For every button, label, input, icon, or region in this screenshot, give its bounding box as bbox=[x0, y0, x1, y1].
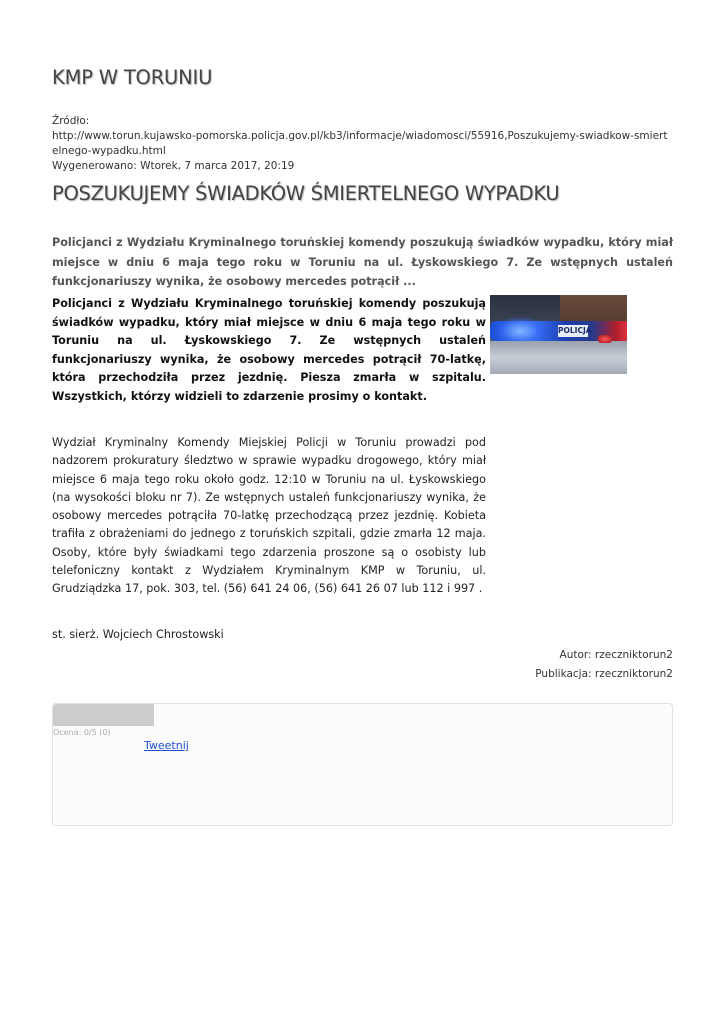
source-label: Źródło: bbox=[52, 115, 90, 127]
source-url: http://www.torun.kujawsko-pomorska.policja.gov.pl/kb3/informacje/wiadomosci/55916,Poszukujemy-swiadkow-smiertelnego-wypadku.html bbox=[52, 130, 668, 157]
rating-box bbox=[52, 703, 673, 826]
rating-stars-bar[interactable] bbox=[53, 704, 154, 726]
publication-line: Publikacja: rzeczniktorun2 bbox=[535, 668, 673, 680]
article-body: Wydział Kryminalny Komendy Miejskiej Policji w Toruniu prowadzi pod nadzorem prokuratury śledztwo w sprawie wypadku drogowego, który miał miejsce 6 maja tego roku około godz. 12:10 w Toruniu na ul. Łyskowskiego (na wysokości bloku nr 7). Ze wstępnych ustaleń funkcjonariuszy wynika, że osobowy mercedes potrąciła 70-latkę przechodzącą przez jezdnię. Kobieta trafiła z obrażeniami do jednego z toruńskich szpitali, gdzie zmarła 12 maja. Osoby, które były świadkami tego zdarzenia proszone są o osobisty lub telefoniczny kontakt z Wydziałem Kryminalnym KMP w Toruniu, ul. Grudziądzka 17, pok. 303, tel. (56) 641 24 06, (56) 641 26 07 lub 112 i 997 . bbox=[52, 436, 486, 596]
article-credits bbox=[373, 646, 673, 684]
article-signature: st. sierż. Wojciech Chrostowski bbox=[52, 628, 224, 641]
photo-red-light bbox=[598, 335, 612, 343]
police-car-photo bbox=[490, 295, 627, 374]
site-title: KMP W TORUNIU bbox=[52, 66, 213, 89]
author-line: Autor: rzeczniktorun2 bbox=[559, 649, 673, 661]
source-meta bbox=[52, 114, 673, 174]
article-title: POSZUKUJEMY ŚWIADKÓW ŚMIERTELNEGO WYPADKU bbox=[52, 182, 560, 205]
photo-car-roof bbox=[490, 341, 627, 374]
article-lead: Policjanci z Wydziału Kryminalnego toruńskiej komendy poszukują świadków wypadku, który miał miejsce w dniu 6 maja tego roku w Toruniu na ul. Łyskowskiego 7. Ze wstępnych ustaleń funkcjonariuszy wynika, że osobowy mercedes potrącił ... bbox=[52, 236, 673, 288]
photo-police-sign: POLICJA bbox=[558, 326, 592, 335]
article-intro: Policjanci z Wydziału Kryminalnego toruńskiej komendy poszukują świadków wypadku, który miał miejsce w dniu 6 maja tego roku w Toruniu na ul. Łyskowskiego 7. Ze wstępnych ustaleń funkcjonariuszy wynika, że osobowy mercedes potrącił 70-latkę, która przechodziła przez jezdnię. Piesza zmarła w szpitalu. Wszystkich, którzy widzieli to zdarzenie prosimy o kontakt. bbox=[52, 297, 486, 403]
generated-date: Wygenerowano: Wtorek, 7 marca 2017, 20:19 bbox=[52, 160, 295, 172]
tweet-link[interactable]: Tweetnij bbox=[144, 739, 189, 752]
rating-text: Ocena: 0/5 (0) bbox=[53, 728, 111, 737]
